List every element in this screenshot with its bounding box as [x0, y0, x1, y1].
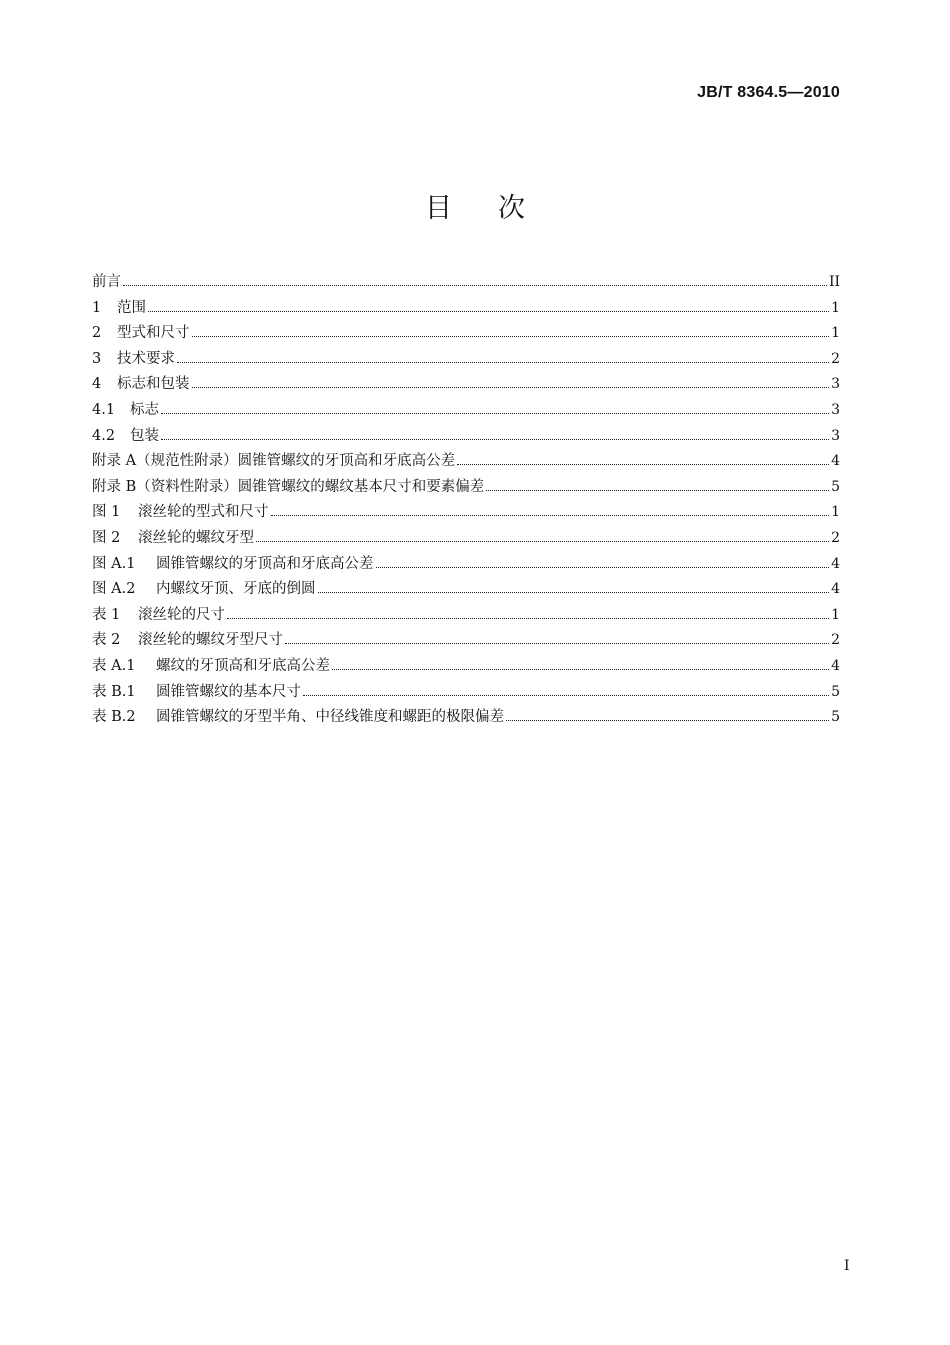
- toc-entry-number: 表 A.1: [92, 657, 136, 674]
- toc-entry[interactable]: [92, 552, 840, 578]
- toc-entry-label: 包装: [130, 427, 159, 444]
- toc-entry-label: 技术要求: [117, 350, 175, 367]
- dot-leader: [457, 463, 829, 465]
- toc-entry-page: 2: [831, 529, 840, 546]
- dot-leader: [376, 566, 830, 568]
- toc-entry[interactable]: [92, 577, 840, 603]
- toc-entry-page: 3: [831, 401, 840, 418]
- toc-entry-page: 4: [831, 555, 840, 572]
- toc-entry-label: 附录 B（资料性附录）圆锥管螺纹的螺纹基本尺寸和要素偏差: [92, 478, 485, 495]
- dot-leader: [506, 719, 829, 721]
- dot-leader: [256, 540, 829, 542]
- toc-entry-number: 图 A.1: [92, 555, 136, 572]
- toc-entry[interactable]: [92, 321, 840, 347]
- toc-entry-page: 4: [831, 453, 840, 470]
- toc-entry[interactable]: [92, 680, 840, 706]
- toc-entry-label: 前言: [92, 274, 121, 290]
- toc-entry-number: 表 B.1: [92, 683, 136, 700]
- toc-entry-number: 4.2: [92, 427, 116, 444]
- toc-entry-page: II: [828, 274, 840, 290]
- toc-entry[interactable]: [92, 270, 840, 296]
- toc-entry-number: 表 2: [92, 632, 121, 649]
- toc-entry-page: 1: [831, 299, 840, 316]
- toc-entry-page: 4: [831, 581, 840, 598]
- dot-leader: [192, 335, 830, 337]
- dot-leader: [161, 438, 829, 440]
- toc-entry-label: 附录 A（规范性附录）圆锥管螺纹的牙顶高和牙底高公差: [92, 453, 456, 470]
- toc-entry-number: 图 1: [92, 504, 121, 521]
- toc-entry-page: 3: [831, 376, 840, 393]
- table-of-contents: [92, 270, 840, 731]
- toc-entry-label: 范围: [117, 299, 146, 316]
- toc-entry-number: 图 A.2: [92, 581, 136, 598]
- toc-entry-page: 1: [831, 504, 840, 521]
- toc-entry-page: 2: [831, 350, 840, 367]
- toc-entry-label: 标志和包装: [117, 376, 190, 393]
- standard-number: JB/T 8364.5—2010: [697, 84, 840, 101]
- toc-entry-label: 圆锥管螺纹的基本尺寸: [156, 683, 301, 700]
- toc-entry[interactable]: [92, 372, 840, 398]
- toc-entry[interactable]: [92, 526, 840, 552]
- toc-entry-number: 4: [92, 376, 102, 393]
- toc-entry-page: 5: [831, 478, 840, 495]
- toc-entry[interactable]: [92, 628, 840, 654]
- toc-entry-label: 标志: [130, 401, 159, 418]
- toc-entry-page: 3: [831, 427, 840, 444]
- toc-entry-label: 螺纹的牙顶高和牙底高公差: [156, 657, 330, 674]
- toc-entry[interactable]: [92, 347, 840, 373]
- page-number: I: [844, 1258, 850, 1274]
- toc-entry[interactable]: [92, 654, 840, 680]
- toc-entry-page: 5: [831, 709, 840, 726]
- toc-entry[interactable]: [92, 449, 840, 475]
- toc-entry[interactable]: [92, 603, 840, 629]
- toc-entry[interactable]: [92, 500, 840, 526]
- toc-entry-label: 内螺纹牙顶、牙底的倒圆: [156, 581, 316, 598]
- toc-entry-page: 4: [831, 657, 840, 674]
- toc-entry-number: 3: [92, 350, 102, 367]
- toc-entry-label: 圆锥管螺纹的牙型半角、中径线锥度和螺距的极限偏差: [156, 709, 504, 726]
- dot-leader: [271, 514, 830, 516]
- dot-leader: [123, 284, 827, 286]
- toc-entry[interactable]: [92, 424, 840, 450]
- toc-entry-number: 2: [92, 325, 102, 342]
- toc-entry-number: 图 2: [92, 529, 121, 546]
- toc-entry-page: 1: [831, 606, 840, 623]
- toc-entry-number: 表 1: [92, 606, 121, 623]
- dot-leader: [303, 694, 829, 696]
- dot-leader: [148, 310, 829, 312]
- toc-entry-label: 圆锥管螺纹的牙顶高和牙底高公差: [156, 555, 374, 572]
- toc-entry-page: 5: [831, 683, 840, 700]
- toc-entry[interactable]: [92, 398, 840, 424]
- toc-entry[interactable]: [92, 475, 840, 501]
- toc-entry-label: 型式和尺寸: [117, 325, 190, 342]
- dot-leader: [318, 591, 830, 593]
- dot-leader: [332, 668, 829, 670]
- toc-entry-label: 滚丝轮的尺寸: [138, 606, 225, 623]
- toc-entry-label: 滚丝轮的螺纹牙型: [138, 529, 254, 546]
- dot-leader: [227, 617, 829, 619]
- page-title: 目次: [425, 193, 571, 224]
- toc-entry-label: 滚丝轮的螺纹牙型尺寸: [138, 632, 283, 649]
- toc-entry-number: 1: [92, 299, 102, 316]
- dot-leader: [285, 642, 829, 644]
- toc-entry-label: 滚丝轮的型式和尺寸: [138, 504, 269, 521]
- toc-entry[interactable]: [92, 705, 840, 731]
- dot-leader: [177, 361, 829, 363]
- dot-leader: [192, 386, 830, 388]
- toc-entry-page: 2: [831, 632, 840, 649]
- toc-entry-number: 表 B.2: [92, 709, 136, 726]
- toc-entry-number: 4.1: [92, 401, 116, 418]
- dot-leader: [161, 412, 829, 414]
- dot-leader: [486, 489, 829, 491]
- toc-entry[interactable]: [92, 296, 840, 322]
- toc-entry-page: 1: [831, 325, 840, 342]
